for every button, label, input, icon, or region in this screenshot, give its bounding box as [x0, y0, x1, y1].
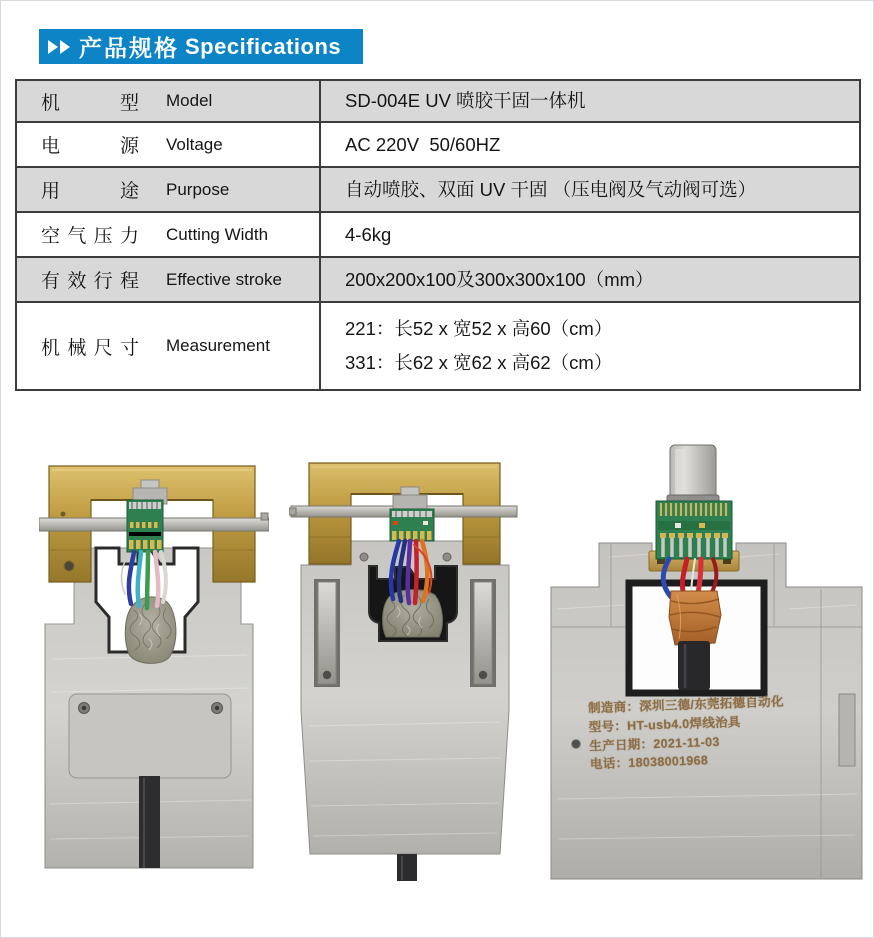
spec-label-zh: 有效行程 — [41, 271, 139, 292]
braided-shield — [125, 597, 176, 663]
engraving-line-date: 生产日期：2021-11-03 — [589, 734, 720, 753]
spec-value: 自动喷胶、双面 UV 干固 （压电阀及气动阀可选） — [345, 178, 757, 200]
double-chevron-icon — [48, 40, 72, 54]
spec-label-zh: 空气压力 — [41, 226, 139, 247]
black-cable — [678, 641, 710, 690]
section-title-zh: 产品规格 — [79, 35, 179, 61]
pcb — [127, 500, 163, 552]
spec-row-model — [17, 81, 859, 123]
spec-table — [15, 79, 861, 391]
fixture-photo-large-jig-image — [549, 439, 864, 884]
engraving-line-phone: 电话：18038001968 — [589, 753, 709, 772]
fixture-photo-small-jig-image — [39, 454, 269, 874]
spec-row-measurement — [17, 303, 859, 389]
fixture-photo-small-jig — [39, 454, 269, 874]
black-cable — [139, 776, 160, 868]
spec-label-zh: 机型 — [41, 92, 139, 114]
base-plate — [69, 694, 231, 778]
black-cable — [397, 854, 417, 881]
spec-value: AC 220V 50/60HZ — [345, 133, 501, 155]
spec-row-air-pressure — [17, 213, 859, 258]
spec-label-en: Purpose — [166, 179, 230, 199]
spec-row-voltage — [17, 123, 859, 168]
spec-row-purpose — [17, 168, 859, 213]
engraving-line-manufacturer: 制造商：深圳三德/东莞拓德自动化 — [587, 694, 784, 716]
spec-label-en: Cutting Width — [166, 224, 269, 244]
spec-label-zh: 用途 — [41, 181, 139, 202]
spec-label-en: Model — [166, 91, 213, 110]
spec-label — [17, 168, 321, 211]
usb-connector-shell — [667, 445, 719, 507]
spec-label-zh: 机械尺寸 — [41, 337, 139, 359]
engraving-text — [588, 691, 842, 775]
fixture-photo-medium-jig — [289, 461, 521, 881]
spec-label-en: Measurement — [166, 336, 270, 355]
spec-value: 200x200x100及300x300x100（mm） — [345, 268, 654, 290]
spec-label-zh: 电源 — [41, 136, 139, 157]
section-title-en: Specifications — [185, 33, 342, 59]
screw-hole — [64, 561, 74, 571]
spec-label — [17, 303, 321, 389]
spec-label-en: Voltage — [166, 134, 223, 154]
spec-label — [17, 81, 321, 121]
spec-value: 221：长52 x 宽52 x 高60（cm） 331：长62 x 宽62 x 高62（cm） — [345, 318, 613, 373]
spec-label — [17, 258, 321, 301]
section-header-banner — [39, 29, 363, 64]
copper-foil-wrap — [669, 591, 721, 645]
spec-row-effective-stroke — [17, 258, 859, 303]
spec-label-en: Effective stroke — [166, 269, 282, 289]
fixture-photo-medium-jig-image — [289, 461, 521, 881]
spec-value: SD-004E UV 喷胶干固一体机 — [345, 90, 586, 111]
engraving-line-model: 型号：HT-usb4.0焊线治具 — [588, 714, 741, 735]
fixture-photo-large-jig — [549, 439, 864, 884]
pcb — [390, 509, 434, 541]
pcb — [656, 501, 732, 559]
spec-label — [17, 123, 321, 166]
spec-value: 4-6kg — [345, 223, 392, 245]
spec-label — [17, 213, 321, 256]
